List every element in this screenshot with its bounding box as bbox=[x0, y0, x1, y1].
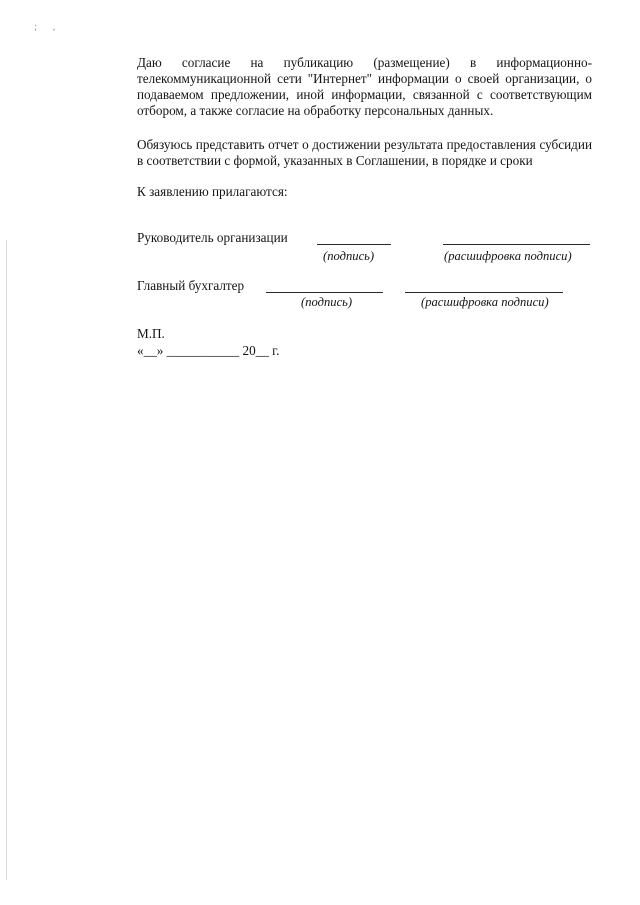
accountant-decode-line bbox=[405, 292, 563, 293]
date-line: «__» ___________ 20__ г. bbox=[137, 343, 280, 358]
head-signature-label: Руководитель организации bbox=[137, 230, 288, 245]
accountant-decode-caption: (расшифровка подписи) bbox=[421, 295, 549, 309]
accountant-signature-caption: (подпись) bbox=[301, 295, 353, 309]
accountant-signature-line bbox=[266, 292, 383, 293]
head-signature-block bbox=[137, 230, 597, 270]
scan-corner-marks: ; , bbox=[34, 22, 62, 33]
head-decode-line bbox=[443, 244, 590, 245]
consent-paragraph: Даю согласие на публикацию (размещение) в информационно-телекоммуникационной сети "Интернет" информации о своей организации, о подаваемом предложении, иной информации, связанной с соответствующим отбором, а также согласие на обработку персональных данных. bbox=[137, 55, 592, 118]
accountant-signature-block bbox=[137, 278, 597, 318]
scan-edge-line bbox=[6, 240, 7, 880]
stamp-label: М.П. bbox=[137, 326, 165, 341]
head-signature-caption: (подпись) bbox=[323, 249, 375, 263]
attachments-label: К заявлению прилагаются: bbox=[137, 184, 288, 199]
report-paragraph: Обязуюсь представить отчет о достижении результата предоставления субсидии в соответствии с формой, указанных в Соглашении, в порядке и сроки bbox=[137, 137, 592, 168]
head-signature-line bbox=[317, 244, 391, 245]
head-decode-caption: (расшифровка подписи) bbox=[444, 249, 572, 263]
accountant-signature-label: Главный бухгалтер bbox=[137, 278, 245, 293]
